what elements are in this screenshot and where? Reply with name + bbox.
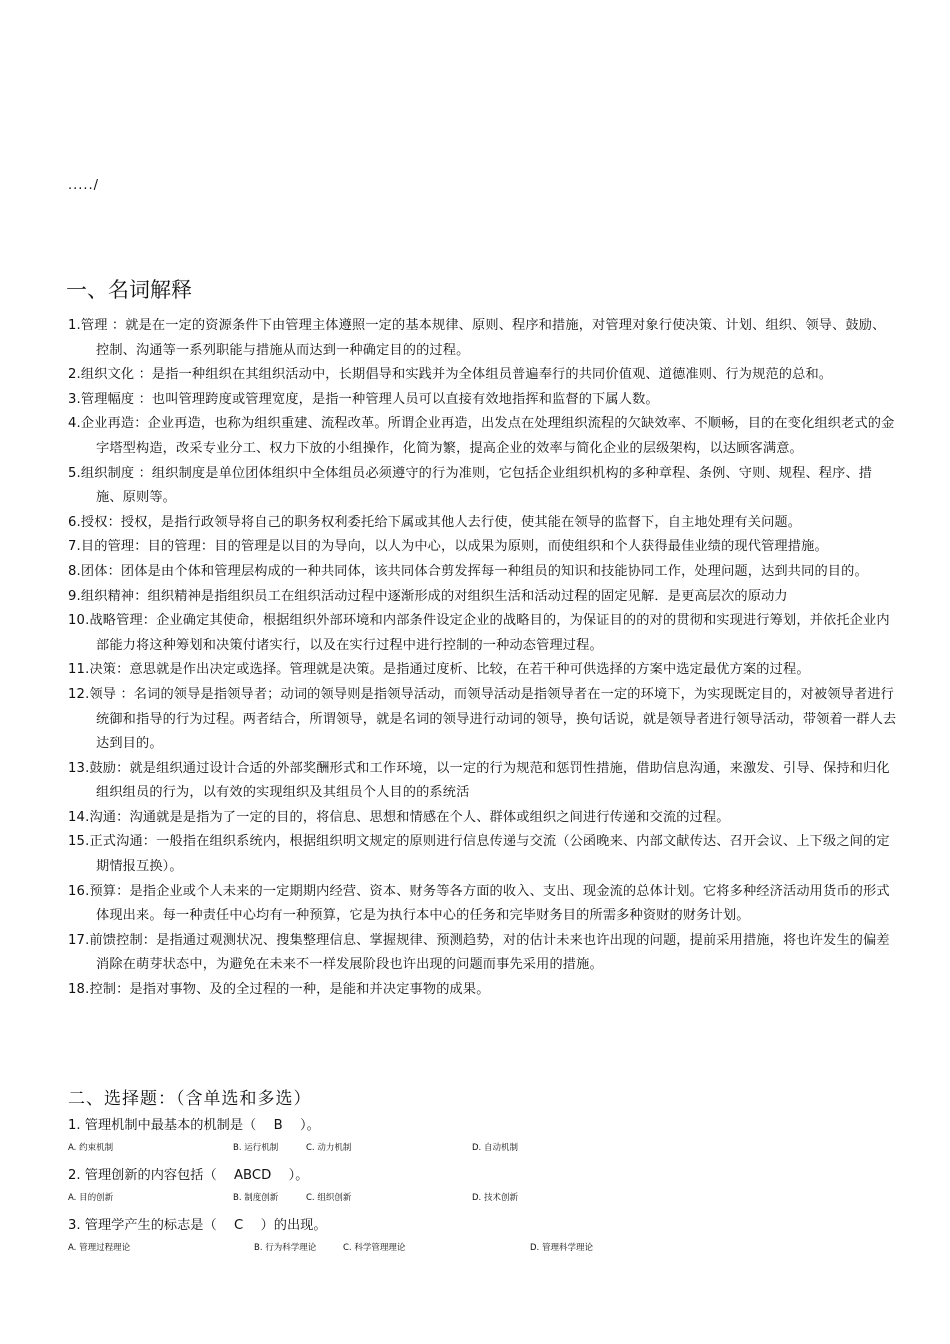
item-text: 预算：是指企业或个人未来的一定期期内经营、资本、财务等各方面的收入、支出、现金流的总体计划。它将多种经济活动用货币的形式体现出来。每一种责任中心均有一种预算，它是为执行本中心的任务和完毕财务目的所需多种资财的财务计划。 bbox=[89, 883, 890, 924]
item-text: 管理 ：就是在一定的资源条件下由管理主体遵照一定的基本规律、原则、程序和措施，对管理对象行使决策、计划、组织、领导、鼓励、控制、沟通等一系列职能与措施从而达到一种确定目的的过程。 bbox=[80, 318, 886, 358]
definition-item-7 bbox=[68, 535, 898, 560]
definition-item-13 bbox=[68, 757, 898, 806]
item-num: 8. bbox=[68, 563, 81, 579]
item-text: 前馈控制：是指通过观测状况、搜集整理信息、掌握规律、预测趋势，对的估计未来也许出现的问题，提前采用措施，将也许发生的偏差消除在萌芽状态中，为避免在未来不一样发展阶段也许出现的问题而事先采用的措施。 bbox=[89, 932, 890, 973]
option-a: A. 约束机制 bbox=[68, 1143, 114, 1153]
item-text: 决策：意思就是作出决定或选择。管理就是决策。是指通过度析、比较，在若干种可供选择的方案中选定最优方案的过程。 bbox=[89, 662, 810, 678]
definitions-list bbox=[68, 314, 898, 1003]
option-b: B. 行为科学理论 bbox=[254, 1243, 317, 1253]
option-a: A. 管理过程理论 bbox=[68, 1243, 131, 1253]
definition-item-14 bbox=[68, 806, 898, 831]
definition-item-2 bbox=[68, 363, 898, 388]
item-text: 授权：授权，是指行政领导将自己的职务权利委托给下属或其他人去行使，使其能在领导的监督下，自主地处理有关问题。 bbox=[80, 514, 802, 530]
option-c: C. 动力机制 bbox=[306, 1143, 352, 1153]
definition-item-17 bbox=[68, 929, 898, 978]
option-c: C. 科学管理理论 bbox=[343, 1243, 406, 1253]
item-text: 管理幅度 ：也叫管理跨度或管理宽度，是指一种管理人员可以直接有效地指挥和监督的下属人数。 bbox=[80, 391, 659, 407]
item-num: 6. bbox=[68, 514, 81, 530]
question-2-options bbox=[68, 1191, 868, 1205]
item-num: 12. bbox=[68, 686, 90, 702]
option-c: C. 组织创新 bbox=[306, 1193, 352, 1203]
definition-item-6 bbox=[68, 511, 898, 536]
definition-item-15 bbox=[68, 830, 898, 879]
item-num: 7. bbox=[68, 539, 81, 555]
item-text: 控制：是指对事物、及的全过程的一种，是能和并决定事物的成果。 bbox=[89, 982, 490, 998]
item-text: 目的管理：目的管理：目的管理是以目的为导向，以人为中心，以成果为原则，而使组织和个人获得最佳业绩的现代管理措施。 bbox=[80, 539, 828, 555]
question-1-options bbox=[68, 1141, 868, 1155]
item-num: 9. bbox=[68, 588, 81, 604]
definition-item-1 bbox=[68, 314, 898, 363]
item-text: 战略管理：企业确定其使命，根据组织外部环境和内部条件设定企业的战略目的，为保证目的的对的贯彻和实现进行筹划，并依托企业内部能力将这种筹划和决策付诸实行，以及在实行过程中进行控制的一种动态管理过程。 bbox=[89, 613, 890, 653]
option-d: D. 管理科学理论 bbox=[530, 1243, 593, 1253]
definition-item-9 bbox=[68, 585, 898, 610]
item-text: 组织制度 ：组织制度是单位团体组织中全体组员必须遵守的行为准则，它包括企业组织机构的多种章程、条例、守则、规程、程序、措施、原则等。 bbox=[80, 465, 873, 506]
definition-item-4 bbox=[68, 412, 898, 461]
definition-item-8 bbox=[68, 560, 898, 585]
header-mark: ...../ bbox=[68, 178, 100, 193]
item-text: 领导 ：名词的领导是指领导者；动词的领导则是指领导活动，而领导活动是指领导者在一定的环境下，为实现既定目的，对被领导者进行统御和指导的行为过程。两者结合，所谓领导，就是名词的领导进行动词的领导，换句话说，就是领导者进行领导活动，带领着一群人去达到目的。 bbox=[89, 686, 897, 752]
definition-item-3 bbox=[68, 388, 898, 413]
item-num: 4. bbox=[68, 416, 81, 432]
option-b: B. 制度创新 bbox=[233, 1193, 279, 1203]
item-num: 16. bbox=[68, 883, 90, 899]
definition-item-5 bbox=[68, 462, 898, 511]
definition-item-12 bbox=[68, 683, 898, 757]
question-3-options bbox=[68, 1241, 868, 1255]
item-num: 14. bbox=[68, 809, 90, 825]
definition-item-11 bbox=[68, 658, 898, 683]
item-num: 18. bbox=[68, 982, 90, 998]
item-num: 15. bbox=[68, 834, 90, 850]
item-num: 3. bbox=[68, 391, 81, 407]
question-3: 3. 管理学产生的标志是（ C ）的出现。 bbox=[68, 1218, 327, 1233]
section-1-title: 一、名词解释 bbox=[66, 278, 192, 302]
item-text: 沟通：沟通就是是指为了一定的目的，将信息、思想和情感在个人、群体或组织之间进行传递和交流的过程。 bbox=[89, 809, 730, 825]
item-num: 11. bbox=[68, 662, 90, 678]
question-1: 1. 管理机制中最基本的机制是（ B ）。 bbox=[68, 1118, 320, 1133]
definition-item-10 bbox=[68, 609, 898, 658]
item-num: 5. bbox=[68, 465, 81, 481]
item-text: 企业再造：企业再造，也称为组织重建、流程改革。所谓企业再造，出发点在处理组织流程的欠缺效率、不顺畅，目的在变化组织老式的金字塔型构造，改采专业分工、权力下放的小组操作，化简为繁，提高企业的效率与简化企业的层级架构，以达顾客满意。 bbox=[80, 416, 895, 456]
item-num: 17. bbox=[68, 932, 90, 948]
definition-item-16 bbox=[68, 880, 898, 929]
item-text: 团体：团体是由个体和管理层构成的一种共同体，该共同体合剪发挥每一种组员的知识和技能协同工作，处理问题，达到共同的目的。 bbox=[80, 563, 868, 579]
item-text: 鼓励：就是组织通过设计合适的外部奖酬形式和工作环境，以一定的行为规范和惩罚性措施，借助信息沟通，来激发、引导、保持和归化组织组员的行为，以有效的实现组织及其组员个人目的的系统活 bbox=[89, 760, 890, 801]
option-d: D. 自动机制 bbox=[472, 1143, 518, 1153]
item-text: 组织精神：组织精神是指组织员工在组织活动过程中逐渐形成的对组织生活和活动过程的固定见解．是更高层次的原动力 bbox=[80, 588, 788, 604]
item-num: 1. bbox=[68, 318, 81, 333]
question-2: 2. 管理创新的内容包括（ ABCD ）。 bbox=[68, 1168, 309, 1183]
section-2-title: 二、选择题：（含单选和多选） bbox=[68, 1089, 312, 1109]
option-b: B. 运行机制 bbox=[233, 1143, 279, 1153]
definition-item-18 bbox=[68, 978, 898, 1003]
item-text: 正式沟通：一般指在组织系统内，根据组织明文规定的原则进行信息传递与交流（公函晚来、内部文献传达、召开会议、上下级之间的定期情报互换）。 bbox=[89, 834, 890, 875]
item-num: 2. bbox=[68, 367, 81, 383]
item-num: 13. bbox=[68, 760, 90, 776]
item-text: 组织文化 ：是指一种组织在其组织活动中，长期倡导和实践并为全体组员普遍奉行的共同价值观、道德准则、行为规范的总和。 bbox=[80, 367, 833, 383]
option-d: D. 技术创新 bbox=[472, 1193, 518, 1203]
item-num: 10. bbox=[68, 613, 90, 629]
option-a: A. 目的创新 bbox=[68, 1193, 114, 1203]
